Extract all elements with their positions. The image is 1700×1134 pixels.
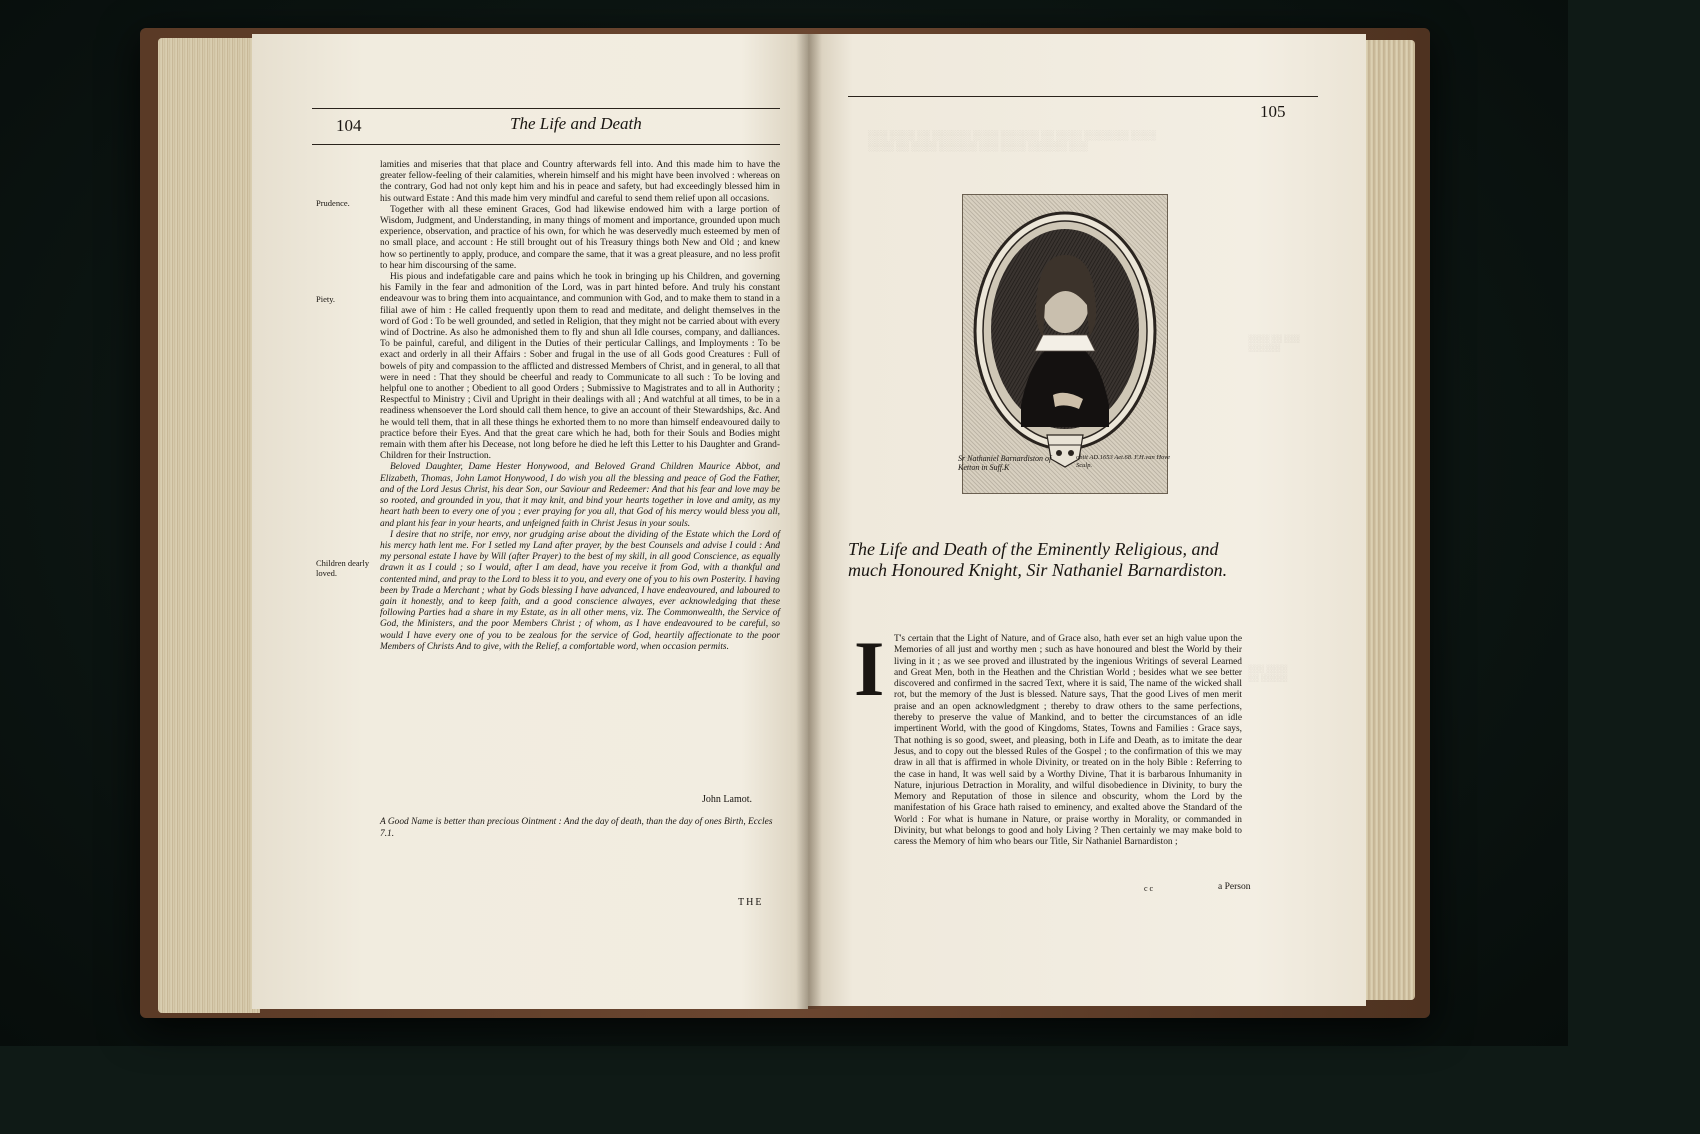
header-rule-top: [312, 108, 780, 109]
letter-signature: John Lamot.: [702, 794, 752, 805]
show-through-margin: ░░░░ ░░ ░░░ ░░░░░░: [1248, 334, 1300, 352]
paragraph: Together with all these eminent Graces, God had likewise endowed him with a large portion of Wisdom, Judgment, and Understanding, in many things of moment and importance, grounded upon much experience, observation, and practice of his own, for which he was deservedly much esteemed by men of no small place, and account : He still brought out of his Treasury things both New and Old ; and knew how so pertinently to apply, produce, and compare the same, that it was a great pleasure, and no less profit to hear him discoursing of the same.: [380, 204, 780, 271]
letter-paragraph: Beloved Daughter, Dame Hester Honywood, and Beloved Grand Children Maurice Abbot, and Elizabeth, Thomas, John Lamot Honywood, I do wish you all the blessing and peace of God the Father, and of the Lord Jesus Christ, his dear Son, our Saviour and Redeemer: And that his fear and love may be so rooted, and grounded in you, that it may knit, and bind your hearts together in love and amity, as my heart hath been to every one of you ; ever praying for you all, that God of his mercy would bless you all, and plant his fear in your hearts, and unfeigned faith in Christ Jesus in your souls.: [380, 462, 780, 529]
running-head-left: The Life and Death: [510, 114, 642, 133]
catchword-left: THE: [738, 897, 764, 908]
engraved-portrait: [962, 194, 1168, 494]
right-body-text: [844, 625, 1242, 849]
show-through-margin: ░░░ ░░░░ ░░ ░░░░░: [1248, 664, 1288, 682]
left-page: [252, 34, 808, 1009]
book-gutter: [796, 34, 822, 1009]
signature-mark: c c: [1144, 884, 1154, 893]
caption-right: obiit AD.1653 Aet.68. F.H.van Hove Sculp.: [1076, 454, 1171, 469]
page-number-left: 104: [336, 116, 362, 135]
margin-note-children: Children dearly loved.: [316, 558, 370, 578]
proverb-quote: A Good Name is better than precious Ointment : And the day of death, than the day of ones Birth, Eccles 7.1.: [380, 817, 773, 839]
drop-cap: I: [854, 625, 885, 712]
page-number-right: 105: [1260, 102, 1286, 121]
page-edges-right: [1360, 40, 1415, 1000]
catchword-right: a Person: [1218, 882, 1251, 892]
page-edges-left: [158, 38, 260, 1013]
left-body-text: [380, 160, 780, 653]
right-page: [808, 34, 1366, 1006]
paragraph: T's certain that the Light of Nature, and of Grace also, hath ever set an high value upon the Memories of all just and worthy men ; such as have honoured and blest the World by their living in it ; as we see proved and illustrated by the ingenious Writings of several Learned and Great Men, both in the Heathen and the Christian World ; besides what we see better discovered and confirmed in the sacred Text, where it is said, The name of the wicked shall rot, but the memory of the Just is blessed. Nature says, That the good Lives of men merit praise and an open acknowledgment ; thereby to draw others to the same perfections, thereby to preserve the value of Mankind, and to better the circumstances of an idle impertinent World, with the good of Kingdoms, States, Towns and Families : Grace says, That nothing is so good, sweet, and pleasing, both in Life and Death, as to imitate the dear Jesus, and to copy out the blessed Rules of the Gospel ; to the confirmation of this we may draw in all that is affirmed in whole Divinity, or treated on in the holy Bible : Referring to the case in hand, It was well said by a Worthy Divine, That it is barbarous Inhumanity in Nature, injurious Detraction in Morality, and wilful disobedience in Divinity, to bury the Memory and Reputation of those in silence and obscurity, whom the Lord by the manifestation of his Grace hath raised to eminency, and exalted above the Standard of the World : For what is humane in Nature, or praise worthy in Morality, or commanded in Divinity, but what belongs to good and holy Living ? Then certainly we may make bold to caress the Memory of him who bears our Title, Sir Nathaniel Barnardiston ;: [894, 634, 1242, 848]
margin-note-prudence: Prudence.: [316, 198, 350, 208]
header-rule-bottom: [312, 144, 780, 145]
caption-left: Sr Nathaniel Barnardiston of Ketton in Suff.K: [958, 454, 1052, 472]
paragraph: His pious and indefatigable care and pains which he took in bringing up his Children, and governing his Family in the fear and admonition of the Lord, was in part hinted before. And truly his constant endeavour was to bring them into acquaintance, and communion with God, and to make them to stand in a filial awe of him : He called frequently upon them to read and meditate, and delight themselves in the word of God : To be well grounded, and setled in Religion, that they might not be carried about with every wind of Doctrine. As also he admonished them to fly and shun all Idle courses, company, and dalliances. To be painful, careful, and diligent in the Duties of their perticular Callings, and Imployments : To be exact and orderly in all their Affairs : Sober and frugal in the use of all Gods good Creatures : Full of bowels of pity and compassion to the afflicted and distressed Members of Christ, and in general, to all that were in need : That they should be cheerful and ready to Communicate to all such : To be loving and helpful one to another ; Obedient to all good Orders ; Submissive to Magistrates and to all in Authority ; Respectful to Ministry ; Civil and Upright in their dealings with all ; And watchful at all times, to be in a readiness whensoever the Lord should call them hence, to give an account of their Stewardships, &c. And he would tell them, that in all these things he exhorted them to no more than himself endeavoured daily to practice before their Eyes. And that the great care which he had, both for their Souls and Bodies might remain with them after his Decease, not long before he died he left this Letter to his Daughter and Grand-Children for their Instruction.: [380, 272, 780, 462]
show-through-text: ░░░ ░░░░ ░░ ░░░░░░ ░░░░ ░░░░░░ ░░ ░░░░ ░░░░░░░ ░░░░ ░░░░ ░░ ░░░░ ░░░░░░ ░░░ ░░░░ ░░░░░░ ░░░: [868, 130, 1157, 151]
letter-paragraph: I desire that no strife, nor envy, nor grudging arise about the dividing of the Estate which the Lord of his mercy hath lent me. For I setled my Land after prayer, by the best Counsels and advise I could : And my personal estate I have by Will (after Prayer) to the best of my skill, in all good Conscience, as equally drawn it as I could ; so I would, after I am dead, have you receive it from God, with a thankful and contented mind, and pray to the Lord to bless it to you, and every one of you to his own Posterity. I having been by Trade a Merchant ; what by Gods blessing I have advanced, I have endeavoured, and laboured to gain it honestly, and to keep faith, and a good conscience alwayes, ever acknowledging that these following Parties had a share in my Estate, as in all other mens, viz. The Commonwealth, the Service of God, the Ministers, and the poor Members Christ ; of whom, as I have endeavoured to be careful, so would I have every one of you to be zealous for the service of God, heartily affectionate to the poor Members of Christs And to give, with the Relief, a comfortable word, when occasion permits.: [380, 529, 780, 652]
portrait-engraving: [963, 195, 1167, 493]
margin-note-piety: Piety.: [316, 294, 336, 304]
chapter-title: The Life and Death of the Eminently Religious, and much Honoured Knight, Sir Nathaniel Barnardiston.: [848, 539, 1228, 580]
header-rule-right: [848, 96, 1318, 97]
paragraph: lamities and miseries that that place and Country afterwards fell into. And this made him to have the greater fellow-feeling of their calamities, wherein himself and his might have been involved : whereas on the contrary, God had not only kept him and his in peace and safety, but had exceedingly blessed him in his outward Estate : And this made him very mindful and careful to send them relief upon all occasions.: [380, 160, 780, 204]
